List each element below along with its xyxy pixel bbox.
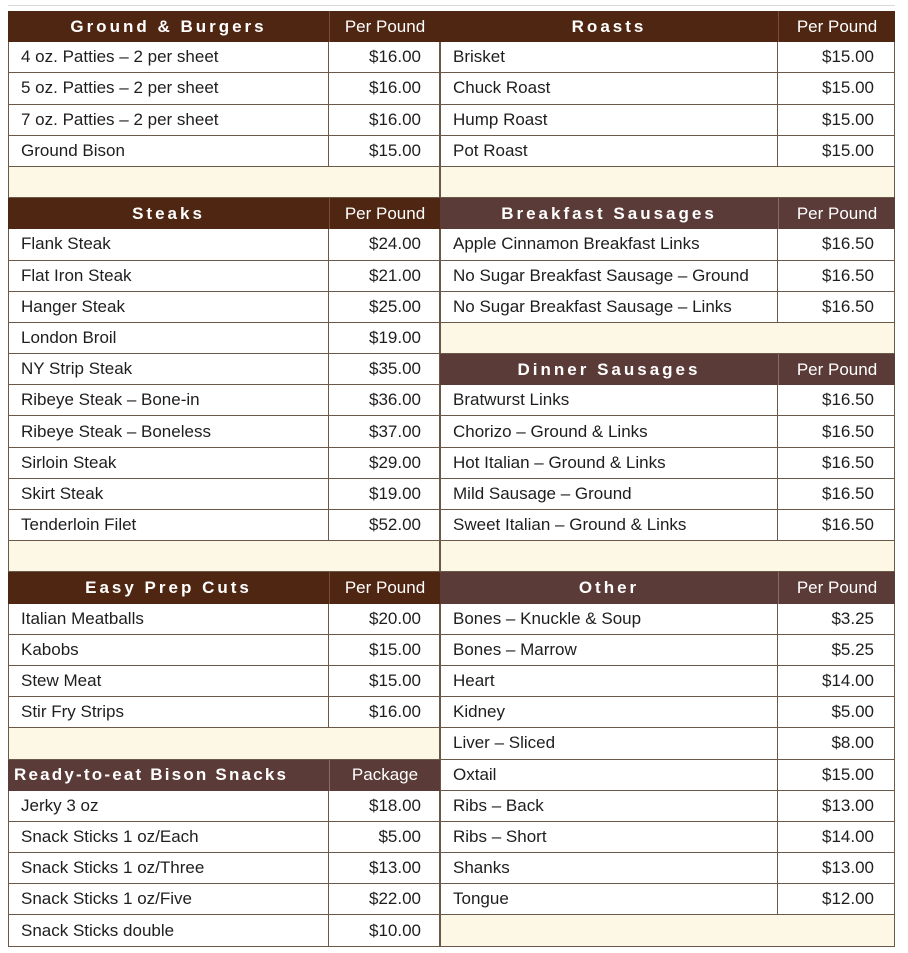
- table-row: [440, 728, 895, 759]
- item-price: $8.00: [778, 728, 895, 758]
- table-row: [8, 635, 440, 666]
- item-price: $19.00: [329, 323, 440, 353]
- left-column: [8, 11, 440, 947]
- item-price: $19.00: [329, 479, 440, 509]
- item-price: $37.00: [329, 416, 440, 446]
- section-unit: Per Pound: [778, 354, 895, 385]
- item-price: $18.00: [329, 791, 440, 821]
- item-price: $13.00: [329, 853, 440, 883]
- item-price: $13.00: [778, 791, 895, 821]
- table-row: [440, 884, 895, 915]
- item-name: Pot Roast: [440, 136, 778, 166]
- item-name: Tenderloin Filet: [8, 510, 329, 540]
- item-price: $16.50: [778, 385, 895, 415]
- section-unit: Per Pound: [778, 198, 895, 229]
- item-name: Skirt Steak: [8, 479, 329, 509]
- item-price: $5.00: [778, 697, 895, 727]
- item-name: Snack Sticks 1 oz/Three: [8, 853, 329, 883]
- item-name: Flat Iron Steak: [8, 261, 329, 291]
- item-name: Jerky 3 oz: [8, 791, 329, 821]
- section-title: Ground & Burgers: [70, 16, 267, 36]
- item-name: Brisket: [440, 42, 778, 72]
- table-row: [8, 666, 440, 697]
- item-price: $36.00: [329, 385, 440, 415]
- item-price: $3.25: [778, 604, 895, 634]
- item-price: $16.00: [329, 105, 440, 135]
- section-unit: Per Pound: [778, 11, 895, 42]
- table-row: [8, 697, 440, 728]
- item-price: $16.50: [778, 448, 895, 478]
- item-price: $14.00: [778, 822, 895, 852]
- item-price: $16.50: [778, 229, 895, 259]
- item-name: Ribs – Short: [440, 822, 778, 852]
- item-price: $13.00: [778, 853, 895, 883]
- item-name: Sweet Italian – Ground & Links: [440, 510, 778, 540]
- section-spacer: [8, 728, 440, 759]
- section-title: Dinner Sausages: [517, 359, 701, 379]
- item-name: No Sugar Breakfast Sausage – Ground: [440, 261, 778, 291]
- table-row: [440, 697, 895, 728]
- item-name: Kidney: [440, 697, 778, 727]
- table-row: [8, 105, 440, 136]
- right-column: [440, 11, 895, 947]
- item-price: $15.00: [778, 136, 895, 166]
- item-name: Oxtail: [440, 760, 778, 790]
- item-name: Sirloin Steak: [8, 448, 329, 478]
- item-name: Hump Roast: [440, 105, 778, 135]
- item-name: Heart: [440, 666, 778, 696]
- table-row: [440, 105, 895, 136]
- table-row: [440, 666, 895, 697]
- section-spacer: [8, 167, 440, 198]
- item-name: Snack Sticks double: [8, 915, 329, 945]
- table-row: [8, 884, 440, 915]
- item-name: Chorizo – Ground & Links: [440, 416, 778, 446]
- item-price: $35.00: [329, 354, 440, 384]
- table-row: [440, 448, 895, 479]
- item-price: $22.00: [329, 884, 440, 914]
- section-header-bison-snacks: [8, 760, 440, 791]
- item-price: $15.00: [778, 73, 895, 103]
- item-price: $15.00: [778, 105, 895, 135]
- section-title: Breakfast Sausages: [501, 203, 717, 223]
- table-row: [8, 510, 440, 541]
- item-name: Bones – Knuckle & Soup: [440, 604, 778, 634]
- table-row: [8, 448, 440, 479]
- item-price: $15.00: [778, 42, 895, 72]
- item-name: Bones – Marrow: [440, 635, 778, 665]
- item-price: $16.00: [329, 42, 440, 72]
- item-name: Hanger Steak: [8, 292, 329, 322]
- item-price: $15.00: [329, 666, 440, 696]
- table-row: [8, 354, 440, 385]
- item-price: $10.00: [329, 915, 440, 945]
- item-name: Hot Italian – Ground & Links: [440, 448, 778, 478]
- item-name: Flank Steak: [8, 229, 329, 259]
- item-price: $15.00: [329, 635, 440, 665]
- table-row: [440, 261, 895, 292]
- table-row: [8, 416, 440, 447]
- item-price: $24.00: [329, 229, 440, 259]
- table-row: [440, 292, 895, 323]
- section-header-roasts: [440, 11, 895, 42]
- table-row: [8, 604, 440, 635]
- item-name: 4 oz. Patties – 2 per sheet: [8, 42, 329, 72]
- table-row: [440, 604, 895, 635]
- section-unit: Per Pound: [329, 572, 440, 603]
- section-unit: Package: [329, 760, 440, 791]
- item-name: Shanks: [440, 853, 778, 883]
- item-price: $16.50: [778, 479, 895, 509]
- table-row: [8, 42, 440, 73]
- table-row: [440, 479, 895, 510]
- table-row: [8, 915, 440, 946]
- section-header-breakfast-sausages: [440, 198, 895, 229]
- table-row: [8, 229, 440, 260]
- item-price: $16.00: [329, 73, 440, 103]
- table-row: [8, 323, 440, 354]
- item-name: Stew Meat: [8, 666, 329, 696]
- table-row: [8, 822, 440, 853]
- table-row: [440, 760, 895, 791]
- section-spacer: [8, 541, 440, 572]
- item-price: $25.00: [329, 292, 440, 322]
- item-price: $29.00: [329, 448, 440, 478]
- item-name: Snack Sticks 1 oz/Each: [8, 822, 329, 852]
- table-row: [440, 42, 895, 73]
- section-title: Other: [578, 577, 640, 597]
- item-name: Ribeye Steak – Bone-in: [8, 385, 329, 415]
- item-name: 7 oz. Patties – 2 per sheet: [8, 105, 329, 135]
- table-row: [8, 385, 440, 416]
- item-name: Mild Sausage – Ground: [440, 479, 778, 509]
- section-spacer: [440, 541, 895, 572]
- item-price: $21.00: [329, 261, 440, 291]
- item-price: $16.50: [778, 261, 895, 291]
- section-spacer: [440, 167, 895, 198]
- table-row: [440, 416, 895, 447]
- item-name: London Broil: [8, 323, 329, 353]
- item-price: $12.00: [778, 884, 895, 914]
- table-row: [8, 791, 440, 822]
- table-row: [8, 853, 440, 884]
- section-spacer: [440, 323, 895, 354]
- item-price: $5.25: [778, 635, 895, 665]
- section-unit: Per Pound: [329, 11, 440, 42]
- item-name: Snack Sticks 1 oz/Five: [8, 884, 329, 914]
- table-row: [440, 853, 895, 884]
- section-header-dinner-sausages: [440, 354, 895, 385]
- item-name: Tongue: [440, 884, 778, 914]
- item-price: $15.00: [778, 760, 895, 790]
- table-row: [440, 635, 895, 666]
- item-name: Ground Bison: [8, 136, 329, 166]
- item-name: Bratwurst Links: [440, 385, 778, 415]
- item-price: $5.00: [329, 822, 440, 852]
- table-row: [440, 229, 895, 260]
- section-unit: Per Pound: [778, 572, 895, 603]
- item-price: $14.00: [778, 666, 895, 696]
- item-price: $16.50: [778, 416, 895, 446]
- table-row: [8, 292, 440, 323]
- section-title: Steaks: [132, 203, 205, 223]
- section-header-easy-prep-cuts: [8, 572, 440, 603]
- table-row: [440, 510, 895, 541]
- section-title: Easy Prep Cuts: [85, 577, 252, 597]
- section-header-steaks: [8, 198, 440, 229]
- table-row: [440, 791, 895, 822]
- item-price: $15.00: [329, 136, 440, 166]
- item-name: Apple Cinnamon Breakfast Links: [440, 229, 778, 259]
- item-price: $16.00: [329, 697, 440, 727]
- table-row: [8, 73, 440, 104]
- table-row: [8, 136, 440, 167]
- item-name: Chuck Roast: [440, 73, 778, 103]
- item-name: Italian Meatballs: [8, 604, 329, 634]
- item-name: Liver – Sliced: [440, 728, 778, 758]
- section-spacer: [440, 915, 895, 946]
- item-name: Stir Fry Strips: [8, 697, 329, 727]
- table-row: [440, 136, 895, 167]
- item-name: 5 oz. Patties – 2 per sheet: [8, 73, 329, 103]
- item-price: $16.50: [778, 292, 895, 322]
- item-name: No Sugar Breakfast Sausage – Links: [440, 292, 778, 322]
- item-price: $20.00: [329, 604, 440, 634]
- item-name: NY Strip Steak: [8, 354, 329, 384]
- table-row: [440, 822, 895, 853]
- section-header-other: [440, 572, 895, 603]
- section-header-ground-burgers: [8, 11, 440, 42]
- section-title: Roasts: [571, 16, 647, 36]
- item-name: Ribeye Steak – Boneless: [8, 416, 329, 446]
- table-row: [440, 385, 895, 416]
- section-unit: Per Pound: [329, 198, 440, 229]
- top-divider: [8, 5, 895, 6]
- table-row: [8, 479, 440, 510]
- item-price: $16.50: [778, 510, 895, 540]
- section-title: Ready-to-eat Bison Snacks: [14, 765, 289, 785]
- table-row: [440, 73, 895, 104]
- item-price: $52.00: [329, 510, 440, 540]
- table-row: [8, 261, 440, 292]
- item-name: Ribs – Back: [440, 791, 778, 821]
- item-name: Kabobs: [8, 635, 329, 665]
